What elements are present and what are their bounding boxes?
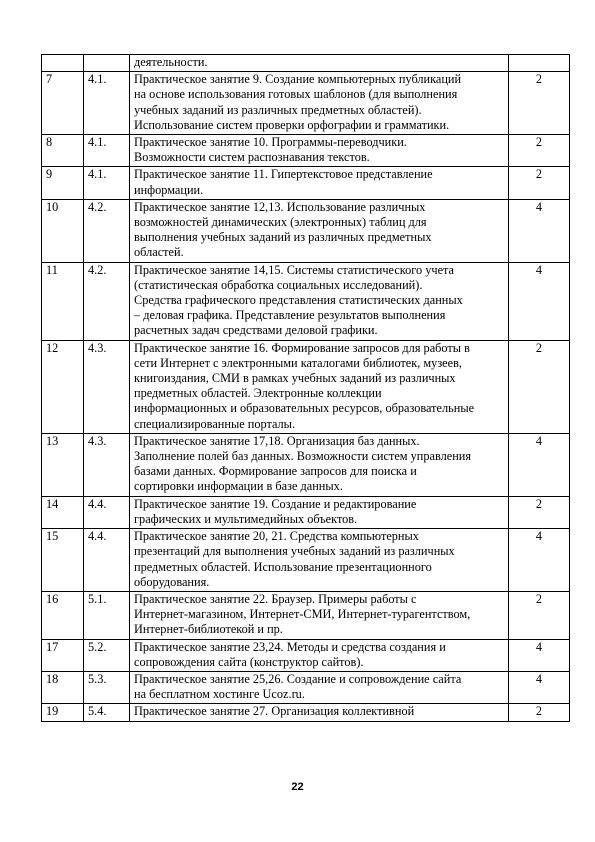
topic-line: Практическое занятие 10. Программы-переводчики.: [134, 135, 407, 150]
topic-line: Практическое занятие 17,18. Организация баз данных.: [134, 433, 420, 448]
hours-count: 2: [509, 496, 570, 528]
lesson-topic: [130, 433, 509, 496]
table-row: [42, 591, 570, 639]
section-code: 4.2.: [84, 262, 130, 340]
cell-num: [42, 55, 84, 72]
hours-count: 2: [509, 591, 570, 639]
lesson-topic: [130, 496, 509, 528]
topic-line: оборудования.: [134, 574, 210, 589]
topic-line: Практическое занятие 14,15. Системы статистического учета: [134, 262, 455, 277]
topic-line: Заполнение полей баз данных. Возможности систем управления: [134, 449, 472, 464]
cell-topic: [130, 55, 509, 72]
hours-count: 4: [509, 529, 570, 592]
table-row: [42, 704, 570, 721]
topic-line: информации.: [134, 182, 204, 197]
cell-hours: [509, 55, 570, 72]
topic-line: возможностей динамических (электронных) таблиц для: [134, 215, 427, 230]
lesson-topic: [130, 704, 509, 721]
row-number: 12: [42, 340, 84, 433]
topic-line: Интернет-магазином, Интернет-СМИ, Интернет-турагентством,: [134, 607, 471, 622]
practical-lessons-table: [41, 54, 570, 722]
lesson-topic: [130, 671, 509, 703]
topic-line: сети Интернет с электронными каталогами библиотек, музеев,: [134, 355, 462, 370]
topic-line: на основе использования готовых шаблонов (для выполнения: [134, 87, 458, 102]
topic-line: специализированные порталы.: [134, 416, 296, 431]
table-row: [42, 167, 570, 199]
row-number: 11: [42, 262, 84, 340]
lesson-topic: [130, 591, 509, 639]
lesson-topic: [130, 135, 509, 167]
table-row: [42, 340, 570, 433]
section-code: 5.4.: [84, 704, 130, 721]
topic-line: Использование систем проверки орфографии и грамматики.: [134, 117, 450, 132]
section-code: 5.3.: [84, 671, 130, 703]
hours-count: 4: [509, 639, 570, 671]
table-row: [42, 72, 570, 135]
page-number: 22: [291, 781, 304, 793]
lesson-topic: [130, 262, 509, 340]
section-code: 4.1.: [84, 135, 130, 167]
topic-line: Практическое занятие 27. Организация коллективной: [134, 704, 415, 719]
table-row: [42, 262, 570, 340]
topic-line: сортировки информации в базе данных.: [134, 479, 343, 494]
topic-line: базами данных. Формирование запросов для поиска и: [134, 464, 417, 479]
lesson-topic: [130, 529, 509, 592]
table-row: [42, 496, 570, 528]
table-row: [42, 199, 570, 262]
table-row-continuation: [42, 55, 570, 72]
lesson-topic: [130, 199, 509, 262]
row-number: 9: [42, 167, 84, 199]
topic-line: Практическое занятие 22. Браузер. Примеры работы с: [134, 591, 417, 606]
topic-line: Практическое занятие 16. Формирование запросов для работы в: [134, 340, 470, 355]
hours-count: 2: [509, 167, 570, 199]
cell-code: [84, 55, 130, 72]
topic-line: предметных областей. Электронные коллекции: [134, 386, 382, 401]
topic-line: областей.: [134, 245, 184, 260]
topic-line: книгоиздания, СМИ в рамках учебных заданий из различных: [134, 371, 456, 386]
topic-line: Возможности систем распознавания текстов.: [134, 150, 370, 165]
topic-line: Практическое занятие 9. Создание компьютерных публикаций: [134, 72, 462, 87]
row-number: 17: [42, 639, 84, 671]
hours-count: 2: [509, 135, 570, 167]
topic-line: Интернет-библиотекой и пр.: [134, 622, 283, 637]
topic-line: – деловая графика. Представление результатов выполнения: [134, 308, 446, 323]
row-number: 14: [42, 496, 84, 528]
row-number: 16: [42, 591, 84, 639]
table-row: [42, 671, 570, 703]
topic-line: учебных заданий из различных предметных областей).: [134, 102, 422, 117]
table-row: [42, 135, 570, 167]
table-body: [42, 55, 570, 722]
table-row: [42, 433, 570, 496]
hours-count: 2: [509, 340, 570, 433]
topic-line: Практическое занятие 12,13. Использование различных: [134, 199, 426, 214]
hours-count: 4: [509, 433, 570, 496]
section-code: 4.4.: [84, 529, 130, 592]
row-number: 15: [42, 529, 84, 592]
row-number: 19: [42, 704, 84, 721]
row-number: 7: [42, 72, 84, 135]
section-code: 4.2.: [84, 199, 130, 262]
topic-line: информационных и образовательных ресурсов, образовательные: [134, 401, 475, 416]
section-code: 4.1.: [84, 72, 130, 135]
topic-line: Практическое занятие 20, 21. Средства компьютерных: [134, 529, 419, 544]
table-row: [42, 639, 570, 671]
row-number: 18: [42, 671, 84, 703]
topic-line: сопровождения сайта (конструктор сайтов).: [134, 654, 364, 669]
hours-count: 4: [509, 199, 570, 262]
topic-line: Средства графического представления статистических данных: [134, 293, 463, 308]
table-row: [42, 529, 570, 592]
section-code: 4.3.: [84, 340, 130, 433]
topic-line: графических и мультимедийных объектов.: [134, 511, 358, 526]
topic-line: презентаций для выполнения учебных заданий из различных: [134, 544, 455, 559]
section-code: 4.1.: [84, 167, 130, 199]
section-code: 5.2.: [84, 639, 130, 671]
topic-line: выполнения учебных заданий из различных предметных: [134, 230, 432, 245]
topic-line: на бесплатном хостинге Ucoz.ru.: [134, 687, 305, 702]
lesson-topic: [130, 340, 509, 433]
topic-line: предметных областей. Использование презентационного: [134, 559, 432, 574]
section-code: 4.3.: [84, 433, 130, 496]
lesson-topic: [130, 167, 509, 199]
lesson-topic: [130, 639, 509, 671]
lesson-topic: [130, 72, 509, 135]
row-number: 8: [42, 135, 84, 167]
topic-line: Практическое занятие 11. Гипертекстовое представление: [134, 167, 433, 182]
topic-line: (статистическая обработка социальных исследований).: [134, 277, 423, 292]
hours-count: 2: [509, 704, 570, 721]
row-number: 10: [42, 199, 84, 262]
topic-line: расчетных задач средствами деловой графики.: [134, 323, 378, 338]
hours-count: 4: [509, 262, 570, 340]
hours-count: 4: [509, 671, 570, 703]
row-number: 13: [42, 433, 84, 496]
continuation-text: деятельности.: [134, 55, 208, 69]
topic-line: Практическое занятие 19. Создание и редактирование: [134, 496, 417, 511]
section-code: 4.4.: [84, 496, 130, 528]
topic-line: Практическое занятие 25,26. Создание и сопровождение сайта: [134, 671, 462, 686]
section-code: 5.1.: [84, 591, 130, 639]
hours-count: 2: [509, 72, 570, 135]
topic-line: Практическое занятие 23,24. Методы и средства создания и: [134, 639, 446, 654]
